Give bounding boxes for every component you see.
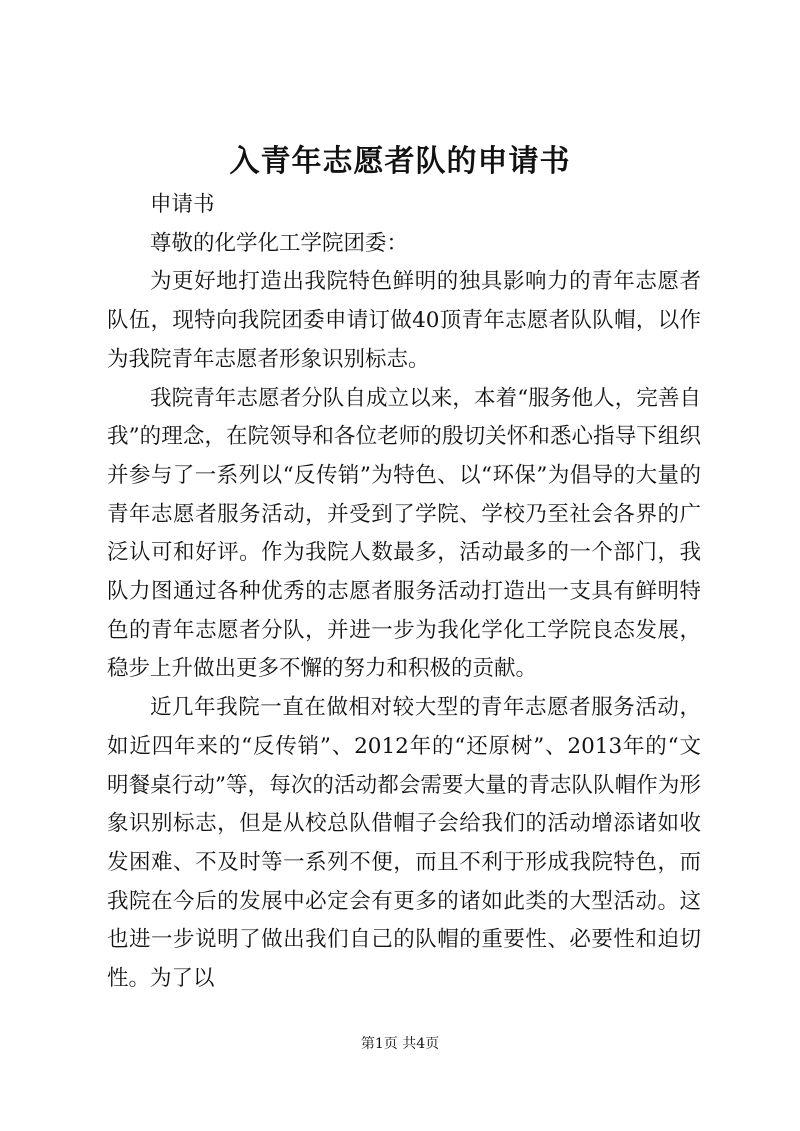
body-paragraph: 为更好地打造出我院特色鲜明的独具影响力的青年志愿者队伍，现特向我院团委申请订做40顶青年志愿者队队帽，以作为我院青年志愿者形象识别标志。: [107, 269, 701, 372]
document-title: 入青年志愿者队的申请书: [229, 144, 571, 179]
body-paragraph: 近几年我院一直在做相对较大型的青年志愿者服务活动，如近四年来的“反传销”、2012年的“还原树”、2013年的“文明餐桌行动”等，每次的活动都会需要大量的青志队队帽作为形象识别标志，但是从校总队借帽子会给我们的活动增添诸如收发困难、不及时等一系列不便，而且不利于形成我院特色，而我院在今后的发展中必定会有更多的诸如此类的大型活动。这也进一步说明了做出我们自己的队帽的重要性、必要性和迫切性。为了以: [107, 695, 701, 992]
page-number-footer: 第1页 共4页: [360, 1036, 440, 1052]
salutation: 尊敬的化学化工学院团委：: [150, 230, 409, 256]
body-paragraph: 我院青年志愿者分队自成立以来，本着“服务他人，完善自我”的理念，在院领导和各位老师的殷切关怀和悉心指导下组织并参与了一系列以“反传销”为特色、以“环保”为倡导的大量的青年志愿者服务活动，并受到了学院、学校乃至社会各界的广泛认可和好评。作为我院人数最多，活动最多的一个部门，我队力图通过各种优秀的志愿者服务活动打造出一支具有鲜明特色的青年志愿者分队，并进一步为我化学化工学院良态发展，稳步上升做出更多不懈的努力和积极的贡献。: [107, 385, 701, 682]
document-body: [107, 186, 701, 999]
heading-label: 申请书: [150, 192, 215, 217]
